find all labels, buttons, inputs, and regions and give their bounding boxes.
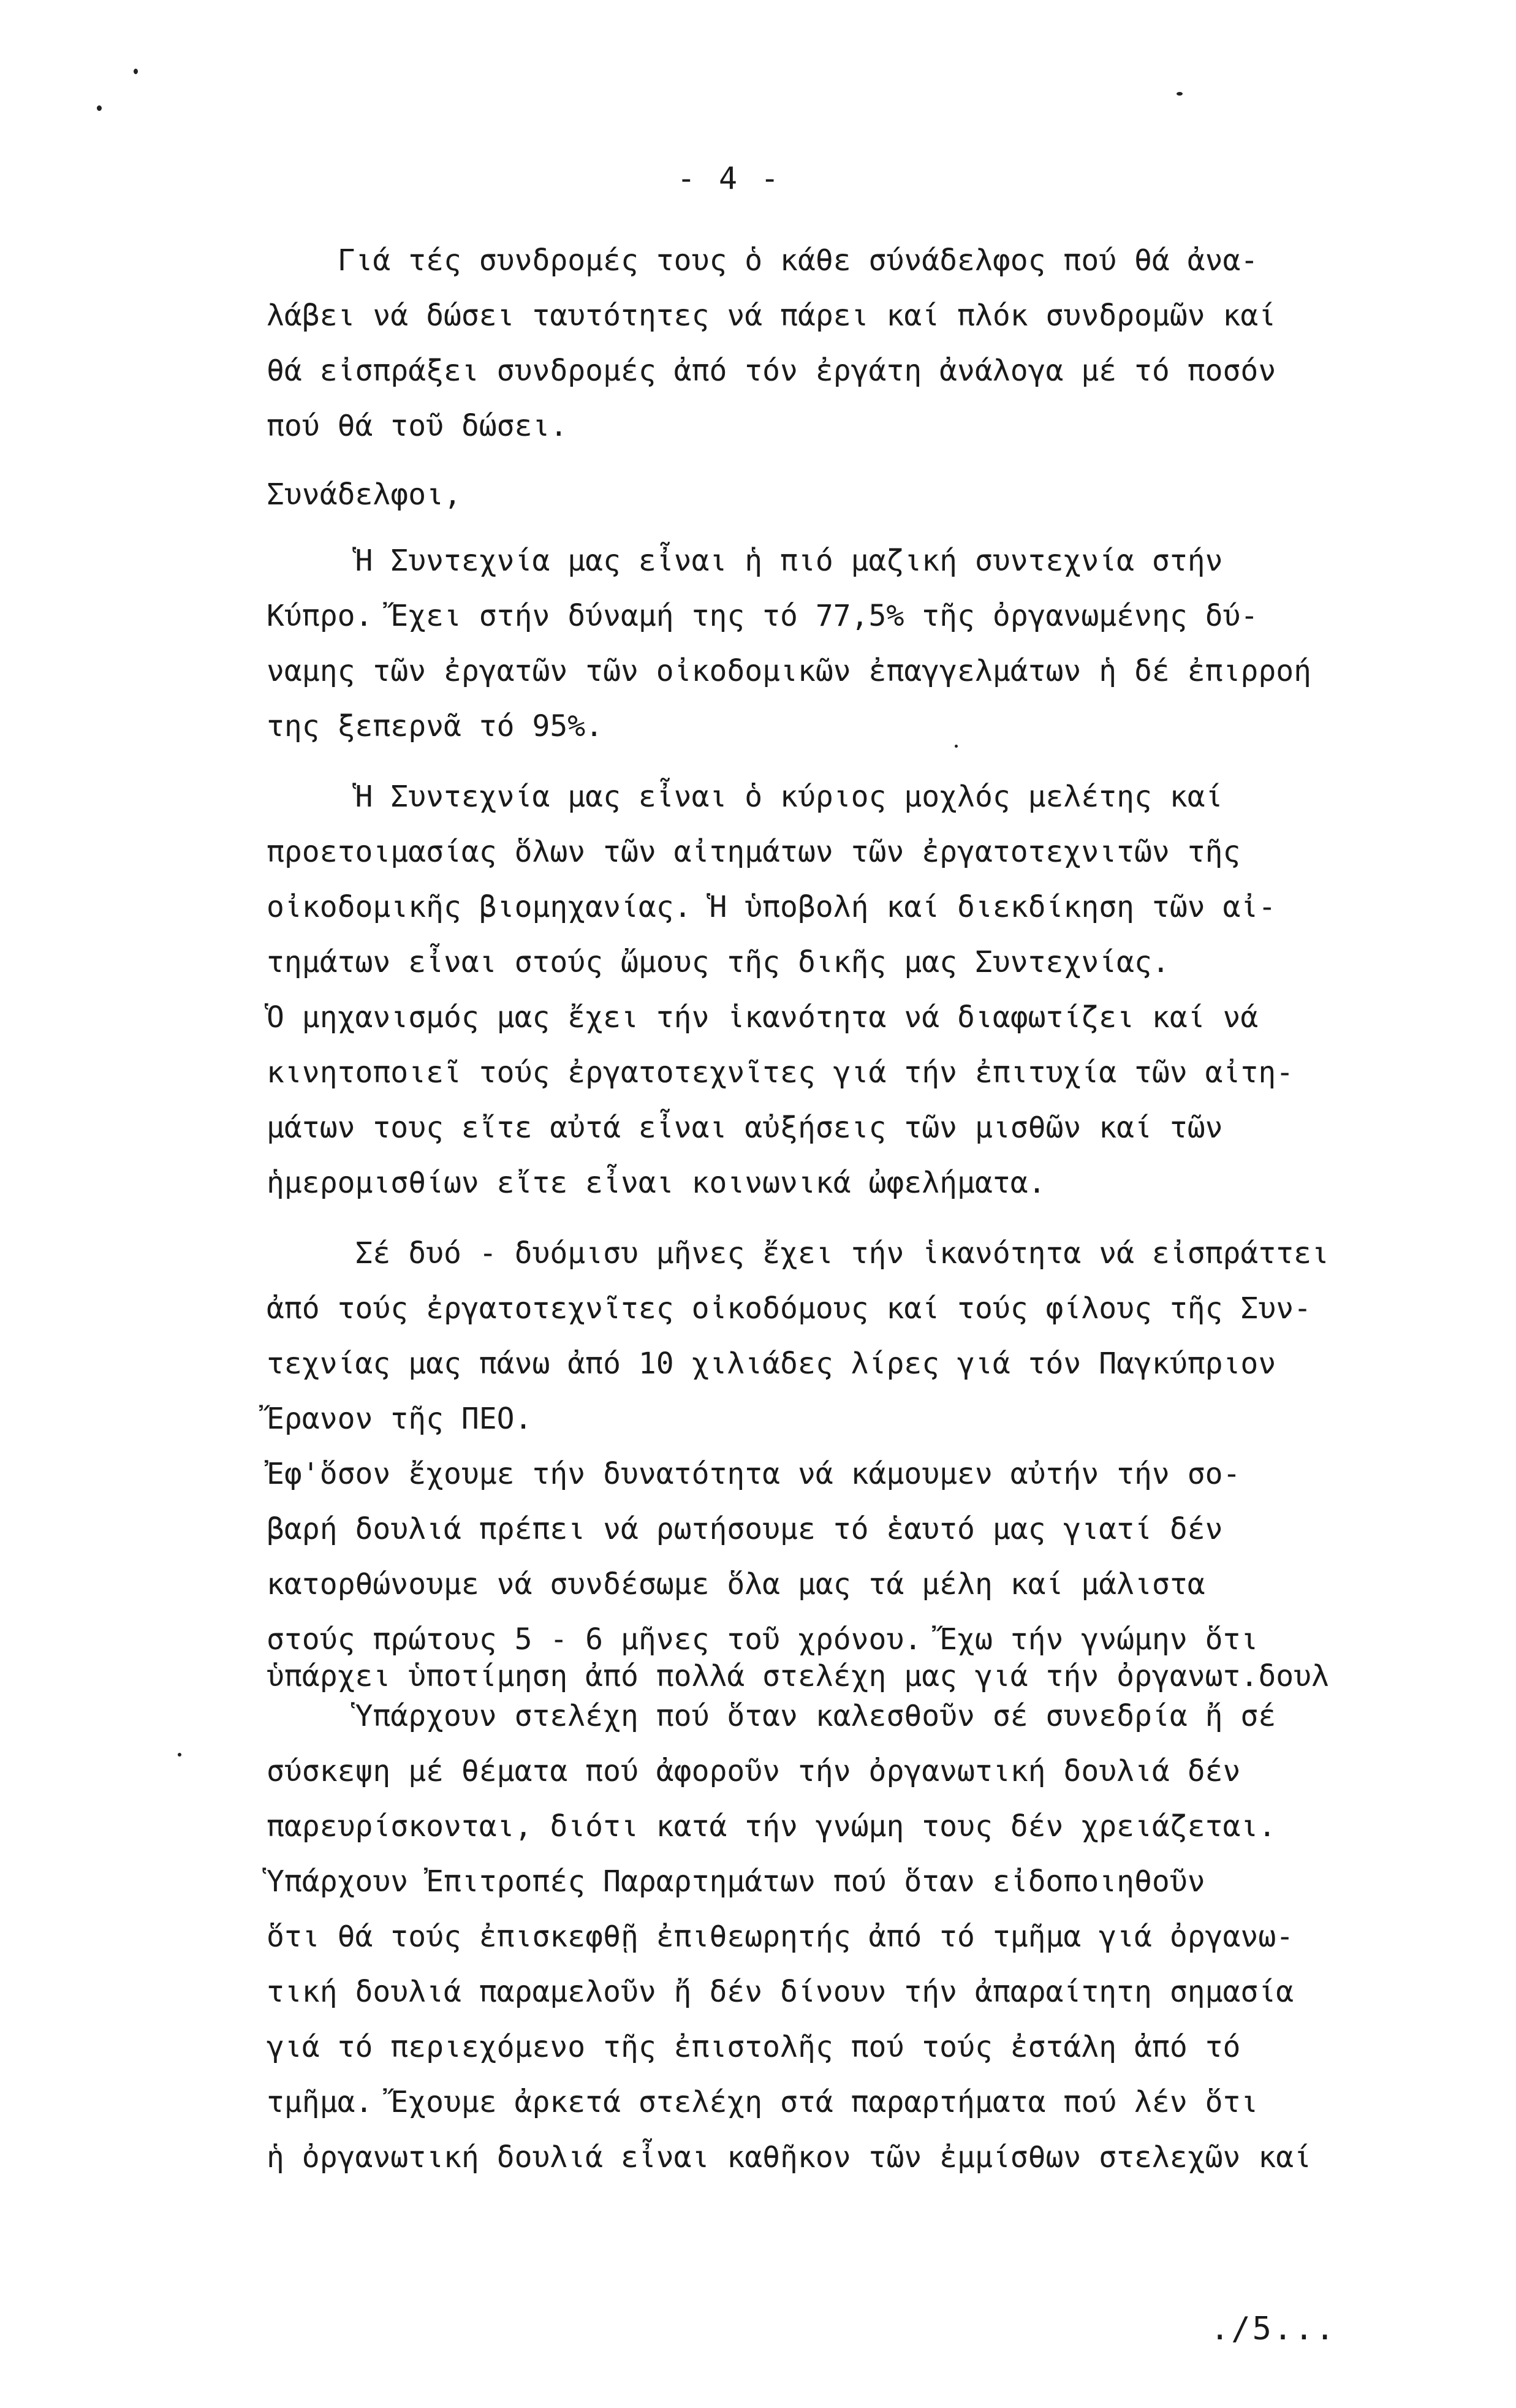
page-number: - 4 - — [677, 161, 782, 196]
scan-speck — [178, 1753, 181, 1757]
text-line: Συνάδελφοι, — [267, 477, 461, 512]
text-line: Γιά τές συνδρομές τους ὁ κάθε σύνάδελφος πού θά ἀνα- — [267, 243, 1259, 278]
text-line: σύσκεψη μέ θέματα πού ἀφοροῦν τήν ὀργανωτική δουλιά δέν — [267, 1754, 1241, 1788]
text-line: Ὑπάρχουν Ἐπιτροπές Παραρτημάτων πού ὅταν εἰδοποιηθοῦν — [267, 1864, 1205, 1899]
text-line: κινητοποιεῖ τούς ἐργατοτεχνῖτες γιά τήν ἐπιτυχία τῶν αἰτη- — [267, 1055, 1294, 1090]
continuation-marker: ./5... — [1210, 2311, 1336, 2347]
text-line: ὑπάρχει ὑποτίμηση ἀπό πολλά στελέχη μας γιά τήν ὀργανωτ.δουλ — [267, 1659, 1329, 1693]
scan-speck — [134, 69, 138, 74]
text-line: της ξεπερνᾶ τό 95%. — [267, 709, 604, 743]
text-line: Ὑπάρχουν στελέχη πού ὅταν καλεσθοῦν σέ συνεδρία ἤ σέ — [267, 1699, 1276, 1733]
text-line: ἡμερομισθίων εἴτε εἶναι κοινωνικά ὠφελήματα. — [267, 1166, 1046, 1200]
text-line: ἡ ὀργανωτική δουλιά εἶναι καθῆκον τῶν ἐμμίσθων στελεχῶν καί — [267, 2140, 1312, 2174]
text-line: προετοιμασίας ὅλων τῶν αἰτημάτων τῶν ἐργατοτεχνιτῶν τῆς — [267, 835, 1241, 869]
text-line: Ὁ μηχανισμός μας ἔχει τήν ἱκανότητα νά διαφωτίζει καί νά — [267, 1000, 1259, 1035]
text-line: πού θά τοῦ δώσει. — [267, 409, 568, 443]
scan-speck — [97, 105, 102, 111]
text-line: τμῆμα. Ἔχουμε ἀρκετά στελέχη στά παραρτήματα πού λέν ὅτι — [267, 2085, 1259, 2119]
text-line: τεχνίας μας πάνω ἀπό 10 χιλιάδες λίρες γιά τόν Παγκύπριον — [267, 1346, 1276, 1381]
text-line: τημάτων εἶναι στούς ὤμους τῆς δικῆς μας Συντεχνίας. — [267, 945, 1170, 979]
text-line: γιά τό περιεχόμενο τῆς ἐπιστολῆς πού τούς ἐστάλη ἀπό τό — [267, 2030, 1241, 2064]
text-line: ὅτι θά τούς ἐπισκεφθῇ ἐπιθεωρητής ἀπό τό τμῆμα γιά ὀργανω- — [267, 1920, 1294, 1954]
text-line: στούς πρώτους 5 - 6 μῆνες τοῦ χρόνου. Ἔχω τήν γνώμην ὅτι — [267, 1622, 1259, 1657]
text-line: Κύπρο. Ἔχει στήν δύναμή της τό 77,5% τῆς ὀργανωμένης δύ- — [267, 599, 1259, 633]
text-line: Ἡ Συντεχνία μας εἶναι ἡ πιό μαζική συντεχνία στήν — [267, 544, 1223, 578]
text-line: θά εἰσπράξει συνδρομές ἀπό τόν ἐργάτη ἀνάλογα μέ τό ποσόν — [267, 354, 1276, 388]
text-line: λάβει νά δώσει ταυτότητες νά πάρει καί πλόκ συνδρομῶν καί — [267, 298, 1276, 333]
text-line: παρευρίσκονται, διότι κατά τήν γνώμη τους δέν χρειάζεται. — [267, 1809, 1276, 1844]
text-line: ἀπό τούς ἐργατοτεχνῖτες οἰκοδόμους καί τούς φίλους τῆς Συν- — [267, 1291, 1312, 1326]
scan-speck — [955, 745, 958, 748]
text-line: βαρή δουλιά πρέπει νά ρωτήσουμε τό ἑαυτό μας γιατί δέν — [267, 1512, 1223, 1546]
text-line: Σέ δυό - δυόμισυ μῆνες ἔχει τήν ἱκανότητα νά εἰσπράττει — [267, 1236, 1329, 1270]
text-line: τική δουλιά παραμελοῦν ἤ δέν δίνουν τήν ἀπαραίτητη σημασία — [267, 1975, 1294, 2009]
text-line: Ἔρανον τῆς ΠΕΟ. — [267, 1402, 532, 1436]
text-line: μάτων τους εἴτε αὐτά εἶναι αὐξήσεις τῶν μισθῶν καί τῶν — [267, 1111, 1223, 1145]
text-line: κατορθώνουμε νά συνδέσωμε ὅλα μας τά μέλη καί μάλιστα — [267, 1567, 1205, 1601]
scan-speck — [1177, 92, 1183, 96]
text-line: ναμης τῶν ἐργατῶν τῶν οἰκοδομικῶν ἐπαγγελμάτων ἡ δέ ἐπιρροή — [267, 654, 1312, 688]
text-line: οἰκοδομικῆς βιομηχανίας. Ἡ ὑποβολή καί διεκδίκηση τῶν αἰ- — [267, 890, 1276, 924]
text-line: Ἐφ'ὅσον ἔχουμε τήν δυνατότητα νά κάμουμεν αὐτήν τήν σο- — [267, 1457, 1241, 1491]
text-line: Ἡ Συντεχνία μας εἶναι ὁ κύριος μοχλός μελέτης καί — [267, 780, 1223, 814]
